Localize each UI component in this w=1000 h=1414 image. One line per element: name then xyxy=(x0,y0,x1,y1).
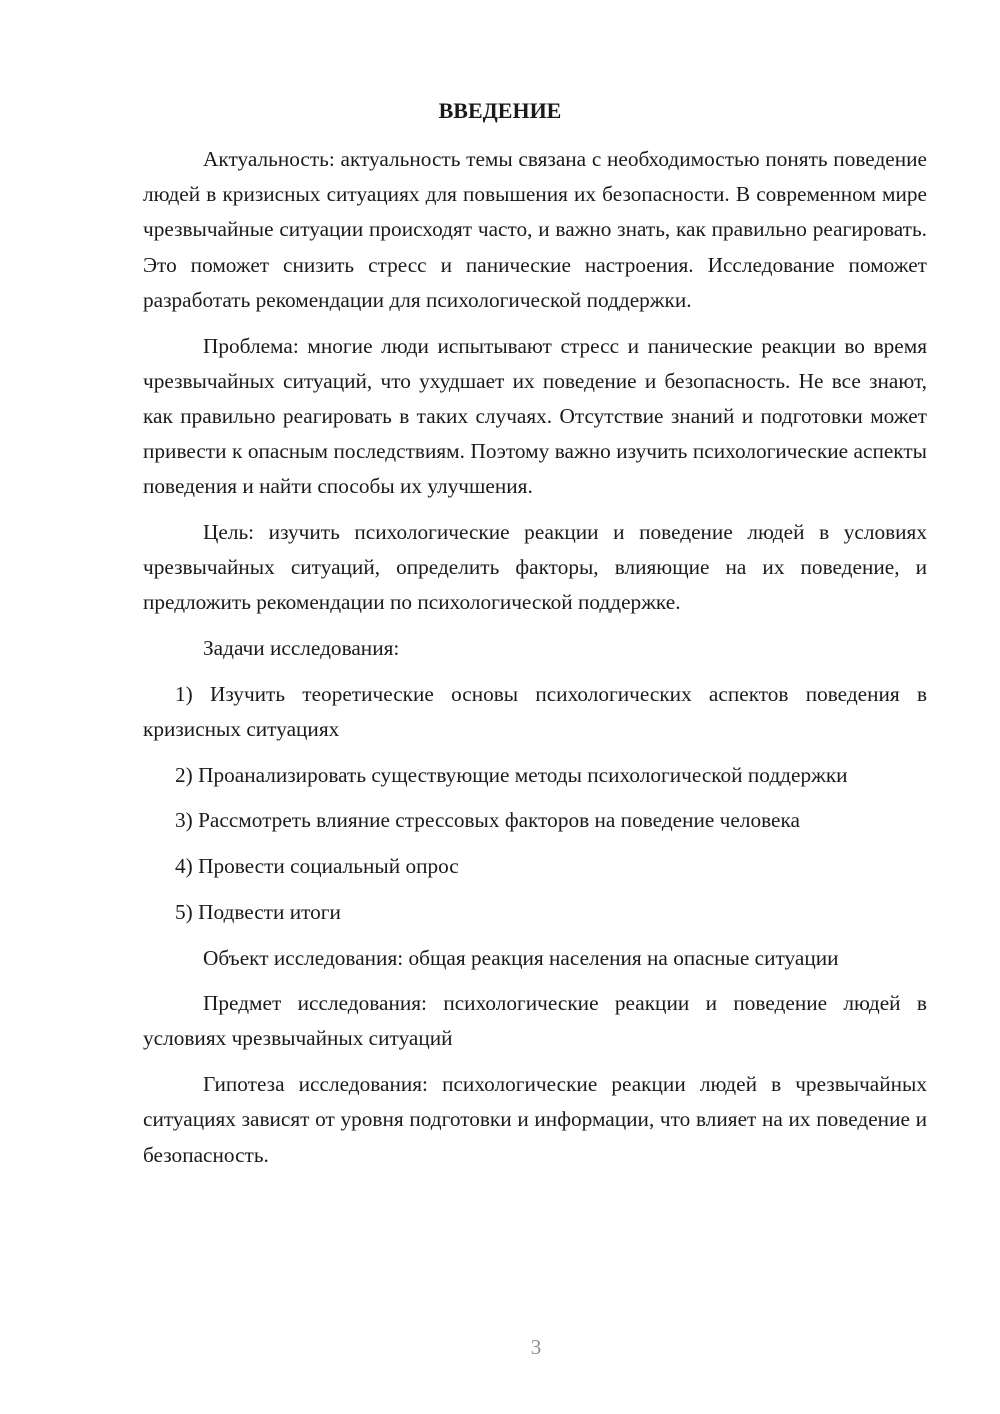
list-item-task-3: 3) Рассмотреть влияние стрессовых факторов на поведение человека xyxy=(175,808,800,833)
list-item-task-5: 5) Подвести итоги xyxy=(175,899,341,924)
paragraph-hypothesis: Гипотеза исследования: психологические реакции людей в чрезвычайных ситуациях зависят от уровня подготовки и информации, что влияет на их поведение и безопасность. xyxy=(143,1072,927,1167)
list-item-task-2: 2) Проанализировать существующие методы психологической поддержки xyxy=(175,762,848,787)
paragraph-object: Объект исследования: общая реакция населения на опасные ситуации xyxy=(203,945,839,970)
paragraph-relevance: Актуальность: актуальность темы связана с необходимостью понять поведение людей в кризисных ситуациях для повышения их безопасности. В современном мире чрезвычайные ситуации происходят часто, и важно знать, как правильно реагировать. Это поможет снизить стресс и панические настроения. Исследование поможет разработать рекомендации для психологической поддержки. xyxy=(143,147,927,312)
page-title: ВВЕДЕНИЕ xyxy=(438,98,562,123)
paragraph-tasks-heading: Задачи исследования: xyxy=(203,636,400,661)
list-item-task-1: 1) Изучить теоретические основы психологических аспектов поведения в кризисных ситуациях xyxy=(143,681,927,742)
page-number: 3 xyxy=(530,1335,542,1359)
paragraph-problem: Проблема: многие люди испытывают стресс и панические реакции во время чрезвычайных ситуаций, что ухудшает их поведение и безопасность. Не все знают, как правильно реагировать в таких случаях. Отсутствие знаний и подготовки может привести к опасным последствиям. Поэтому важно изучить психологические аспекты поведения и найти способы их улучшения. xyxy=(143,333,927,499)
paragraph-subject: Предмет исследования: психологические реакции и поведение людей в условиях чрезвычайных ситуаций xyxy=(143,991,927,1051)
list-item-task-4: 4) Провести социальный опрос xyxy=(175,854,459,879)
body-text xyxy=(143,142,927,1183)
paragraph-goal: Цель: изучить психологические реакции и поведение людей в условиях чрезвычайных ситуаций, определить факторы, влияющие на их поведение, и предложить рекомендации по психологической поддержке. xyxy=(143,520,927,615)
